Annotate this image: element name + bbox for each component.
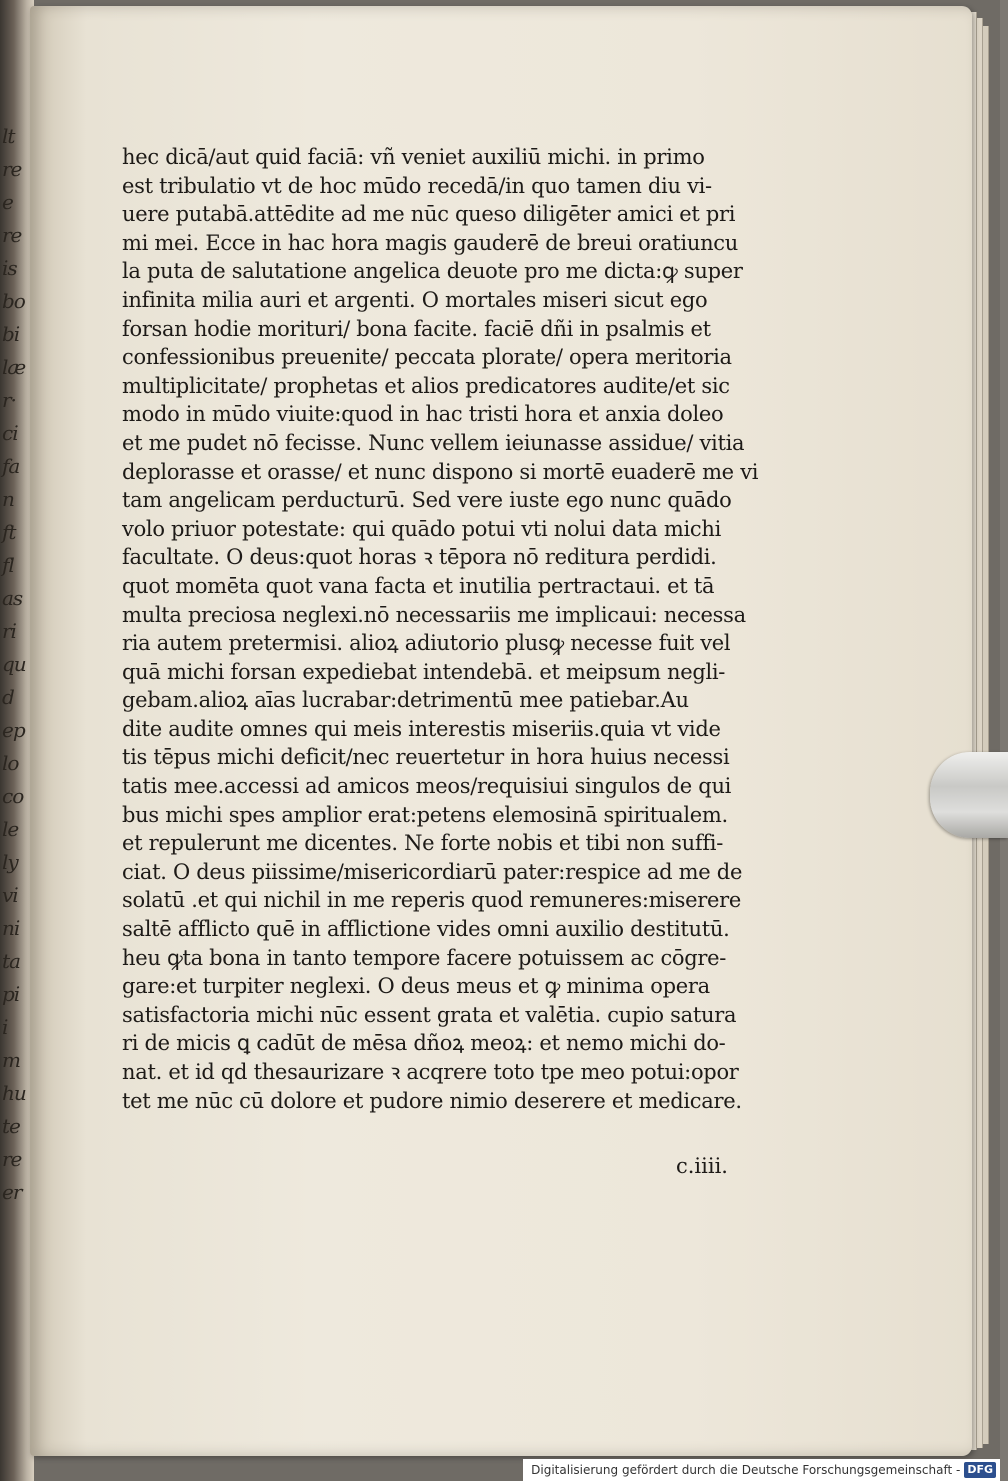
signature-mark: c.iiii.: [676, 1154, 728, 1178]
text-line: saltē afflicto quē in afflictione vides omni auxilio destitutū.: [122, 917, 730, 942]
text-line: volo priuor potestate: qui quādo potui vti nolui data michi: [122, 516, 722, 541]
text-line: bus michi spes amplior erat:petens elemosinā spiritualem.: [122, 802, 728, 827]
page-text-block: [122, 143, 802, 1115]
text-line: heu ꝙta bona in tanto tempore facere potuissem ac cōgre-: [122, 945, 727, 970]
metal-page-clip: [930, 752, 1008, 838]
text-line: et me pudet nō fecisse. Nunc vellem ieiunasse assidue/ vitia: [122, 430, 745, 455]
text-line: forsan hodie morituri/ bona facite. faciē dñi in psalmis et: [122, 316, 711, 341]
text-line: quā michi forsan expediebat intendebā. et meipsum negli-: [122, 659, 726, 684]
text-line: est tribulatio vt de hoc mūdo recedā/in quo tamen diu vi-: [122, 173, 712, 198]
adjacent-page-margin-text: lt re e re is bo bi læ r· ci fa n ft fl as ri qu d ep lo co le ly vi ni ta pi i m hu te re er: [2, 124, 26, 1204]
text-line: multiplicitate/ prophetas et alios predicatores audite/et sic: [122, 373, 730, 398]
text-line: tatis mee.accessi ad amicos meos/requisiui singulos de qui: [122, 774, 732, 799]
text-line: facultate. O deus:quot horas ꝛ tēpora nō reditura perdidi.: [122, 545, 717, 570]
dfg-logo: DFG: [964, 1462, 996, 1478]
text-line: gare:et turpiter neglexi. O deus meus et ꝙ minima opera: [122, 974, 710, 999]
text-line: hec dicā/aut quid faciā: vñ veniet auxiliū michi. in primo: [122, 145, 705, 169]
text-line: deplorasse et orasse/ et nunc dispono si mortē euaderē me vi: [122, 459, 759, 484]
text-line: multa preciosa neglexi.nō necessariis me implicaui: necessa: [122, 602, 746, 627]
text-line: tet me nūc cū dolore et pudore nimio deserere et medicare.: [122, 1088, 742, 1113]
text-line: solatū .et qui nichil in me reperis quod remuneres:miserere: [122, 888, 741, 913]
text-line: nat. et id qd thesaurizare ꝛ acqrere toto tpe meo potui:opor: [122, 1060, 739, 1084]
text-line: tam angelicam perducturū. Sed vere iuste ego nunc quādo: [122, 488, 732, 513]
text-line: la puta de salutatione angelica deuote pro me dicta:ꝙ super: [122, 259, 743, 284]
text-line: ri de micis ꝗ cadūt de mēsa dñoꝝ meoꝝ: et nemo michi do-: [122, 1031, 726, 1056]
text-line: gebam.alioꝝ aīas lucrabar:detrimentū mee patiebar.Au: [122, 688, 689, 713]
text-line: satisfactoria michi nūc essent grata et valētia. cupio satura: [122, 1002, 737, 1027]
text-line: et repulerunt me dicentes. Ne forte nobis et tibi non suffi-: [122, 831, 724, 856]
digitization-credit-bar: [523, 1459, 1000, 1481]
text-line: infinita milia auri et argenti. O mortales miseri sicut ego: [122, 287, 708, 312]
text-line: dite audite omnes qui meis interestis miseriis.quia vt vide: [122, 716, 721, 741]
adjacent-page-edge: [0, 0, 34, 1481]
text-line: tis tēpus michi deficit/nec reuertetur in hora huius necessi: [122, 745, 730, 770]
text-line: confessionibus preuenite/ peccata plorate/ opera meritoria: [122, 345, 732, 370]
text-line: uere putabā.attēdite ad me nūc queso diligēter amici et pri: [122, 202, 736, 227]
text-line: ria autem pretermisi. alioꝝ adiutorio plusꝙ necesse fuit vel: [122, 631, 731, 656]
page-stack-edge: [976, 18, 983, 1448]
text-line: modo in mūdo viuite:quod in hac tristi hora et anxia doleo: [122, 402, 724, 427]
page-stack-edge: [982, 26, 989, 1444]
credit-text: Digitalisierung gefördert durch die Deutsche Forschungsgemeinschaft -: [531, 1463, 961, 1477]
text-line: quot momēta quot vana facta et inutilia pertractaui. et tā: [122, 573, 715, 598]
text-line: ciat. O deus piissime/misericordiarū pater:respice ad me de: [122, 859, 743, 884]
text-line: mi mei. Ecce in hac hora magis gauderē de breui oratiuncu: [122, 230, 738, 255]
